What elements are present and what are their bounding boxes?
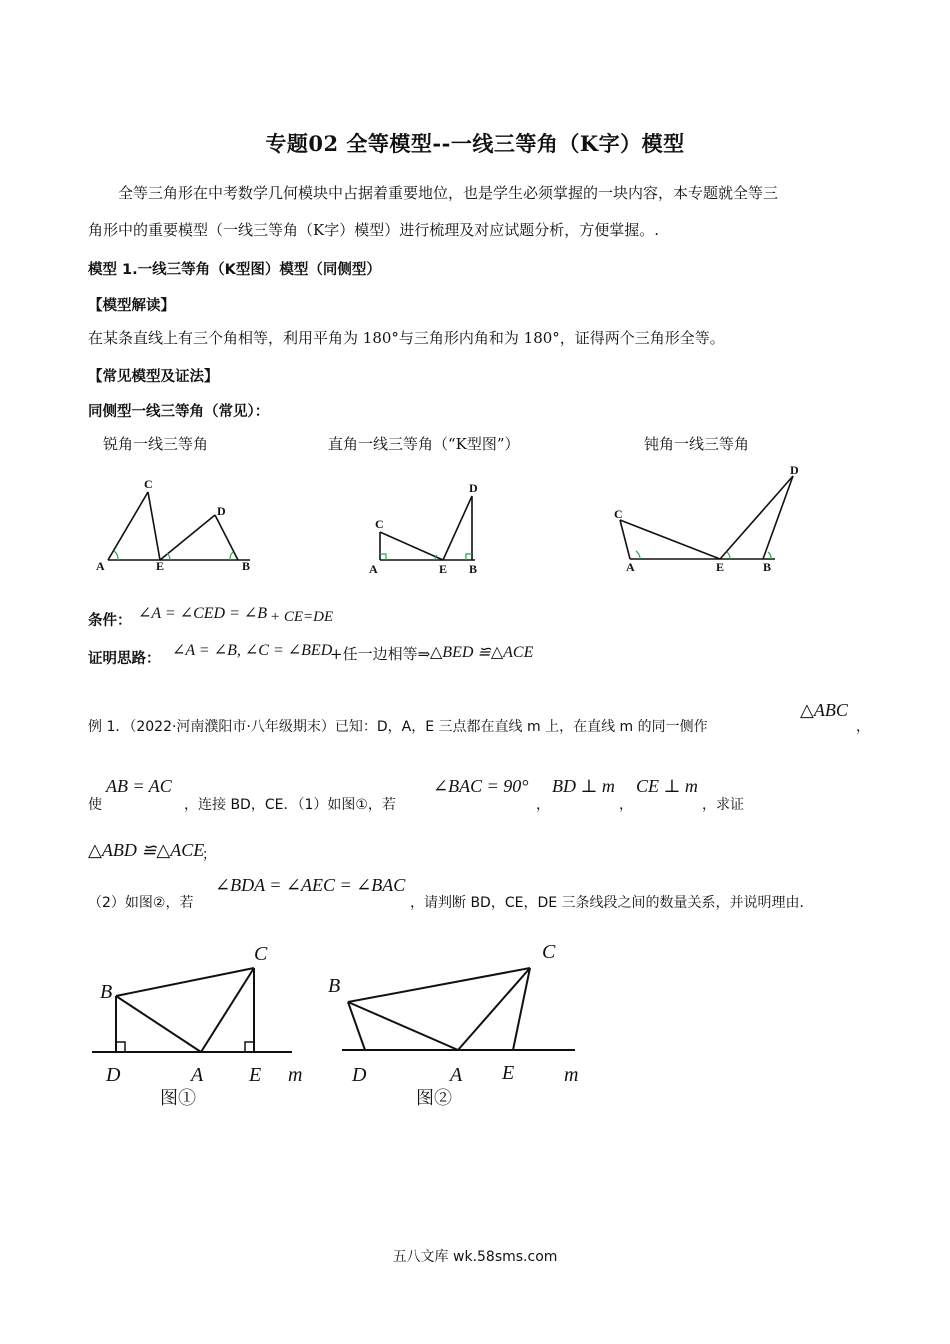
obtuse-k-figure — [610, 462, 820, 582]
fig1-label-e: E — [249, 1064, 262, 1086]
footer: 五八文库 wk.58sms.com — [392, 1249, 558, 1265]
right-label-e: E — [439, 562, 448, 576]
fig2-label-e: E — [502, 1062, 515, 1084]
fig1-label-m: m — [288, 1064, 303, 1086]
fig2-label-d: D — [352, 1064, 367, 1086]
acute-label-c: C — [144, 477, 153, 491]
acute-label-d: D — [217, 504, 226, 518]
condition-math: ∠A = ∠CED = ∠B — [138, 605, 268, 622]
example-ce-perp: CE ⊥ m — [636, 776, 698, 796]
intro-line-2: 角形中的重要模型（一线三等角（K字）模型）进行梳理及对应试题分析，方便掌握。. — [88, 221, 659, 239]
acute-label-a: A — [96, 559, 105, 573]
example-part2-suffix: ，请判断 BD，CE，DE 三条线段之间的数量关系，并说明理由． — [410, 895, 814, 911]
fig1-label-b: B — [100, 981, 113, 1003]
proof-label: 证明思路： — [88, 651, 161, 667]
right-label-a: A — [369, 562, 378, 576]
fig-title-obtuse: 钝角一线三等角 — [644, 435, 750, 453]
fig2-label-m: m — [564, 1064, 579, 1086]
example-bd-perp: BD ⊥ m — [552, 776, 615, 796]
example-prefix: 例 1．（2022·河南濮阳市·八年级期末）已知：D，A，E 三点都在直线 m 上，在直线 m 的同一侧作 — [88, 719, 708, 735]
example-comma-3: ， — [619, 797, 633, 813]
fig1-label-a: A — [191, 1064, 204, 1086]
obtuse-label-e: E — [716, 560, 725, 574]
fig2-caption: 图② — [416, 1088, 452, 1109]
example-comma: ， — [856, 719, 870, 735]
right-k-figure — [365, 478, 505, 578]
figure-1 — [88, 938, 318, 1118]
fig2-label-b: B — [328, 975, 341, 997]
fig2-label-a: A — [450, 1064, 463, 1086]
example-bac90: ∠BAC = 90° — [433, 776, 529, 796]
obtuse-label-b: B — [763, 560, 772, 574]
page-title: 专题02 全等模型--一线三等角（K字）模型 — [265, 131, 685, 156]
acute-label-b: B — [242, 559, 251, 573]
example-semicolon: ； — [202, 847, 216, 863]
fig1-caption: 图① — [160, 1088, 196, 1109]
model1-heading: 模型 1.一线三等角（K型图）模型（同侧型） — [88, 262, 381, 278]
common-heading: 【常见模型及证法】 — [88, 369, 219, 385]
example-tri-abc: △ABC — [800, 700, 848, 720]
right-label-c: C — [375, 517, 384, 531]
fig-title-acute: 锐角一线三等角 — [103, 435, 209, 453]
condition-tail: + CE=DE — [270, 609, 334, 625]
proof-math: ∠A = ∠B, ∠C = ∠BED — [172, 642, 333, 659]
example-connect: ，连接 BD，CE．（1）如图①，若 — [184, 797, 396, 813]
proof-result: △BED ≌△ACE — [430, 644, 534, 661]
example-shi: 使 — [88, 797, 102, 813]
right-label-d: D — [469, 481, 478, 495]
example-congruent: △ABD ≌△ACE — [88, 840, 205, 860]
proof-tail: +任一边相等⇒ — [330, 645, 431, 663]
interpret-text: 在某条直线上有三个角相等，利用平角为 180°与三角形内角和为 180°，证得两个三角形全等。 — [88, 329, 725, 347]
obtuse-label-d: D — [790, 463, 799, 477]
fig1-label-d: D — [106, 1064, 121, 1086]
acute-k-figure — [90, 470, 270, 580]
same-side-heading: 同侧型一线三等角（常见）： — [88, 404, 270, 420]
acute-label-e: E — [156, 559, 165, 573]
example-part2-prefix: （2）如图②，若 — [88, 895, 194, 911]
obtuse-label-c: C — [614, 507, 623, 521]
example-prove: ，求证 — [702, 797, 744, 813]
condition-label: 条件： — [88, 613, 132, 629]
fig-title-right: 直角一线三等角（“K型图”） — [328, 435, 520, 453]
right-label-b: B — [469, 562, 478, 576]
example-angles-eq: ∠BDA = ∠AEC = ∠BAC — [215, 875, 406, 895]
example-ab-ac: AB = AC — [106, 776, 172, 796]
interpret-heading: 【模型解读】 — [88, 298, 175, 314]
example-comma-2: ， — [536, 797, 550, 813]
intro-line-1: 全等三角形在中考数学几何模块中占据着重要地位，也是学生必须掌握的一块内容，本专题就全等三 — [118, 184, 779, 202]
fig2-label-c: C — [542, 941, 556, 963]
fig1-label-c: C — [254, 943, 268, 965]
figure-2 — [328, 938, 598, 1118]
obtuse-label-a: A — [626, 560, 635, 574]
